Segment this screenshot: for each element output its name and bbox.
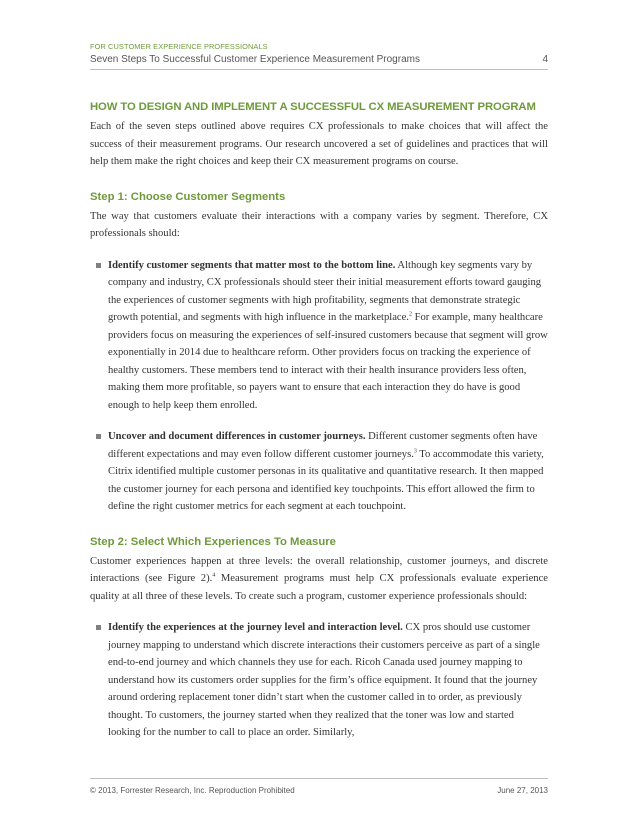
step2-intro xyxy=(90,553,548,606)
step2-title: Step 2: Select Which Experiences To Measure xyxy=(90,535,336,548)
step1-intro: The way that customers evaluate their interactions with a company varies by segment. Therefore, CX professionals should: xyxy=(90,210,548,239)
bullet-paragraph xyxy=(108,257,548,415)
publication-date: June 27, 2013 xyxy=(497,786,548,795)
endnote-marker[interactable]: 2 xyxy=(408,311,412,318)
bullet-lead: Identify the experiences at the journey level and interaction level. xyxy=(108,622,403,633)
bullet-paragraph xyxy=(108,428,548,516)
report-title: Seven Steps To Successful Customer Experience Measurement Programs xyxy=(90,54,420,65)
endnote-marker[interactable]: 4 xyxy=(212,572,216,579)
page-body xyxy=(90,101,548,742)
header-audience: FOR CUSTOMER EXPERIENCE PROFESSIONALS xyxy=(90,42,268,51)
bullet-lead: Identify customer segments that matter most to the bottom line. xyxy=(108,259,396,271)
bullet-item xyxy=(96,619,548,742)
step1-title: Step 1: Choose Customer Segments xyxy=(90,190,286,203)
bullet-text: To accommodate this variety, Citrix identified multiple customer personas in its qualitative and quantitative research. It then mapped the customer journey for each persona and identified key touchpoints. This effort allowed the firm to define the right customer metrics for each segment at each touchpoint. xyxy=(108,448,544,512)
bullet-item xyxy=(96,428,548,516)
header-bar xyxy=(90,54,548,70)
step2-intro-text: Customer experiences happen at three levels: the overall relationship, customer journeys, and discrete interactions (see Figure 2). xyxy=(90,555,548,584)
bullet-text: CX pros should use customer journey mapping to understand which discrete interactions their customers perceive as part of a single end-to-end journey and which channels they use for each. Ricoh Canada used journey mapping to understand how its customers order supplies for the firm’s office equipment. It found that the journey around ordering replacement toner didn’t start when the customer called in to order, as previously thought. To customers, the journey started when they realized that the toner was low and started looking for the number to call to place an order. Similarly, xyxy=(108,622,540,738)
bullet-paragraph xyxy=(108,619,548,742)
step2-intro-text: Measurement programs must help CX professionals evaluate experience quality at all three of these levels. To create such a program, customer experience professionals should: xyxy=(90,573,548,602)
square-bullet-icon xyxy=(96,625,101,630)
bullet-lead: Uncover and document differences in customer journeys. xyxy=(108,431,366,442)
copyright-notice: © 2013, Forrester Research, Inc. Reproduction Prohibited xyxy=(90,786,295,795)
bullet-item xyxy=(96,257,548,415)
bullet-text: For example, many healthcare providers focus on measuring the experiences of self-insured customers because that segment will grow exponentially in 2014 due to healthcare reform. Other providers focus on tracking the experience of healthy customers. These members tend to interact with their health insurance providers less often, making them more profitable, so payers want to ensure that each interaction they do have is good enough to help keep them enrolled. xyxy=(108,312,548,411)
section-title: HOW TO DESIGN AND IMPLEMENT A SUCCESSFUL CX MEASUREMENT PROGRAM xyxy=(90,101,536,113)
footer xyxy=(90,778,548,795)
page-number: 4 xyxy=(542,54,548,65)
section-intro: Each of the seven steps outlined above requires CX professionals to make choices that will affect the success of their measurement programs. Our research uncovered a set of guidelines and practices that will help them make the right choices and keep their CX measurement programs on course. xyxy=(90,121,548,167)
bullet-text: Different customer segments often have different expectations and may even follow different customer journeys. xyxy=(108,431,538,460)
square-bullet-icon xyxy=(96,263,101,268)
square-bullet-icon xyxy=(96,434,101,439)
endnote-marker[interactable]: 3 xyxy=(413,447,417,454)
bullet-text: Although key segments vary by company and industry, CX professionals should steer their initial measurement efforts toward gauging the experiences of customer segments with high profitability, segments that demonstrate strategic growth potential, and segments with high influence in the marketplace. xyxy=(108,259,542,323)
